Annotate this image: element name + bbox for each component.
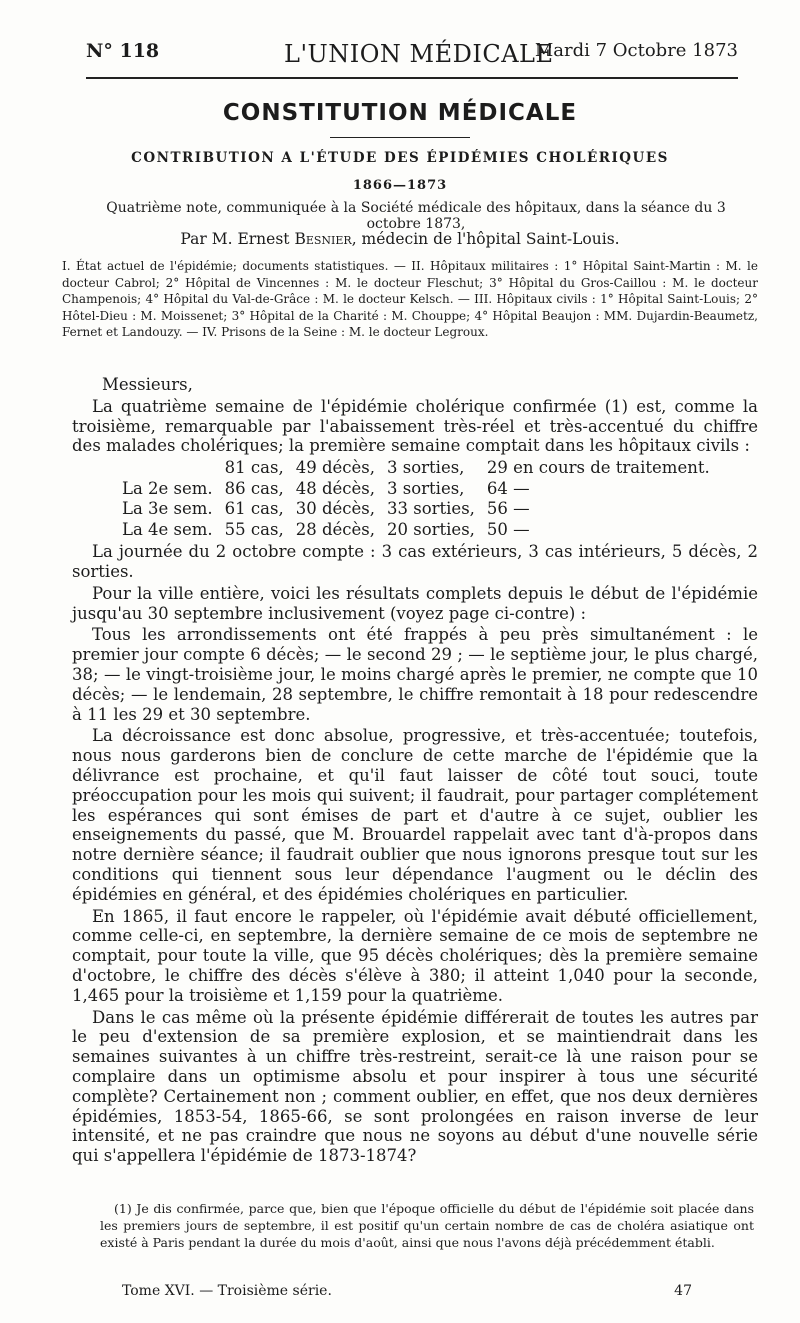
in-treatment-value: 56 — (486, 499, 530, 519)
discharges-value: 3 sorties, (387, 478, 465, 498)
paragraph-1: La quatrième semaine de l'épidémie cholérique confirmée (1) est, comme la troisième, remarquable par l'abaissement très-réel et très-accentué du chiffre des malades cholériques; la première semaine comptait dans les hôpitaux civils : (72, 396, 758, 456)
section-title: CONSTITUTION MÉDICALE (222, 100, 578, 126)
week-label: La 3e sem. (122, 499, 213, 519)
article-author (0, 230, 800, 248)
paragraph-5: La décroissance est donc absolue, progressive, et très-accentuée; toutefois, nous nous garderons bien de conclure de cette marche de l'épidémie que la délivrance est prochaine, et qu'il faut laisser de côté tout souci, toute préoccupation pour les mois qui suivent; il faudrait, pour partager complétement les espérances qui sont émises de part et d'autre à ce sujet, oublier les enseignements du passé, que M. Brouardel rappelait avec tant d'à-propos dans notre dernière séance; il faudrait oublier que nous ignorons presque tout sur les conditions qui tiennent sous leur dépendance l'augment ou le déclin des épidémies en général, et des épidémies cholériques en particulier. (72, 726, 758, 904)
week-label: La 2e sem. (122, 478, 213, 498)
author-suffix: , médecin de l'hôpital Saint-Louis. (351, 230, 620, 248)
weekly-cases-table (116, 458, 716, 540)
paragraph-2: La journée du 2 octobre compte : 3 cas extérieurs, 3 cas intérieurs, 5 décès, 2 sorties. (72, 542, 758, 581)
deaths-value: 30 décès, (295, 499, 375, 519)
page-footer (122, 1283, 692, 1303)
deaths-value: 28 décès, (295, 519, 375, 539)
tome-label: Tome XVI. — Troisième série. (122, 1283, 332, 1299)
table-row (116, 499, 716, 520)
deaths-value: 48 décès, (295, 478, 375, 498)
discharges-value: 33 sorties, (387, 499, 475, 519)
issue-date: Mardi 7 Octobre 1873 (534, 40, 738, 61)
cases-value: 86 cas, (224, 478, 284, 498)
paragraph-3: Pour la ville entière, voici les résultats complets depuis le début de l'épidémie jusqu'au 30 septembre inclusivement (voyez page ci-contre) : (72, 583, 758, 623)
table-row (116, 479, 716, 500)
week-label (116, 458, 219, 479)
journal-title: L'UNION MÉDICALE (284, 40, 554, 68)
discharges-value: 20 sorties, (387, 519, 475, 539)
paragraph-6: En 1865, il faut encore le rappeler, où l'épidémie avait débuté officiellement, comme celle-ci, en septembre, la dernière semaine de ce mois de septembre ne comptait, pour toute la ville, que 95 décès cholériques; dès la première semaine d'octobre, le chiffre des décès s'élève à 380; il atteint 1,040 pour la seconde, 1,465 pour la troisième et 1,159 pour la quatrième. (72, 906, 758, 1005)
paragraph-4: Tous les arrondissements ont été frappés à peu près simultanément : le premier jour compte 6 décès; — le second 29 ; — le septième jour, le plus chargé, 38; — le vingt-troisième jour, le moins chargé après le premier, ne compte que 10 décès; — le lendemain, 28 septembre, le chiffre remontait à 18 pour redescendre à 11 les 29 et 30 septembre. (72, 625, 758, 724)
section-rule (330, 137, 470, 138)
author-prefix: Par M. Ernest (180, 230, 295, 248)
in-treatment-value: 50 — (486, 519, 530, 539)
week-label: La 4e sem. (122, 519, 213, 539)
page-number: 47 (674, 1283, 692, 1299)
cases-value: 55 cas, (224, 519, 284, 539)
footnote: (1) Je dis confirmée, parce que, bien que l'époque officielle du début de l'épidémie soit placée dans les premiers jours de septembre, il est positif qu'un certain nombre de cas de choléra asiatique ont existé à Paris pendant la durée du mois d'août, ainsi que nous l'avons déjà précédemment établi. (100, 1201, 754, 1250)
article-note: Quatrième note, communiquée à la Société médicale des hôpitaux, dans la séance du 3 octobre 1873, (106, 200, 726, 232)
deaths-value: 49 décès, (295, 458, 375, 478)
paragraph-7: Dans le cas même où la présente épidémie différerait de toutes les autres par le peu d'extension de sa première explosion, et se maintiendrait dans les semaines suivantes à un chiffre très-restreint, serait-ce là une raison pour se complaire dans un optimisme absolu et pour inspirer à tous une sécurité complète? Certainement non ; comment oublier, en effet, que nos deux dernières épidémies, 1853-54, 1865-66, se sont prolongées en raison inverse de leur intensité, et ne pas craindre que nous ne soyons au début d'une nouvelle série qui s'appellera l'épidémie de 1873-1874? (72, 1007, 758, 1166)
issue-number: N° 118 (86, 40, 160, 62)
article-body (72, 375, 758, 1168)
article-summary: I. État actuel de l'épidémie; documents statistiques. — II. Hôpitaux militaires : 1° Hôpital Saint-Martin : M. le docteur Cabrol; 2° Hôpital de Vincennes : M. le docteur Fleschut; 3° Hôpital du Gros-Caillou : M. le docteur Champenois; 4° Hôpital du Val-de-Grâce : M. le docteur Kelsch. — III. Hôpitaux civils : 1° Hôpital Saint-Louis; 2° Hôtel-Dieu : M. Moissenet; 3° Hôpital de la Charité : M. Chouppe; 4° Hôpital Beaujon : MM. Dujardin-Beaumetz, Fernet et Landouzy. — IV. Prisons de la Seine : M. le docteur Legroux. (62, 259, 758, 339)
salutation: Messieurs, (102, 375, 193, 394)
discharges-value: 3 sorties, (387, 458, 465, 478)
author-name: Besnier (294, 230, 352, 248)
in-treatment-value: 64 — (486, 478, 530, 498)
cases-value: 81 cas, (224, 458, 284, 478)
table-row (116, 520, 716, 541)
table-row (116, 458, 716, 479)
article-title: CONTRIBUTION A L'ÉTUDE DES ÉPIDÉMIES CHOLÉRIQUES (131, 150, 669, 166)
in-treatment-value: 29 en cours de traitement. (486, 458, 710, 478)
page-header (86, 40, 738, 74)
article-years: 1866—1873 (352, 178, 448, 193)
header-rule (86, 77, 738, 79)
cases-value: 61 cas, (224, 499, 284, 519)
